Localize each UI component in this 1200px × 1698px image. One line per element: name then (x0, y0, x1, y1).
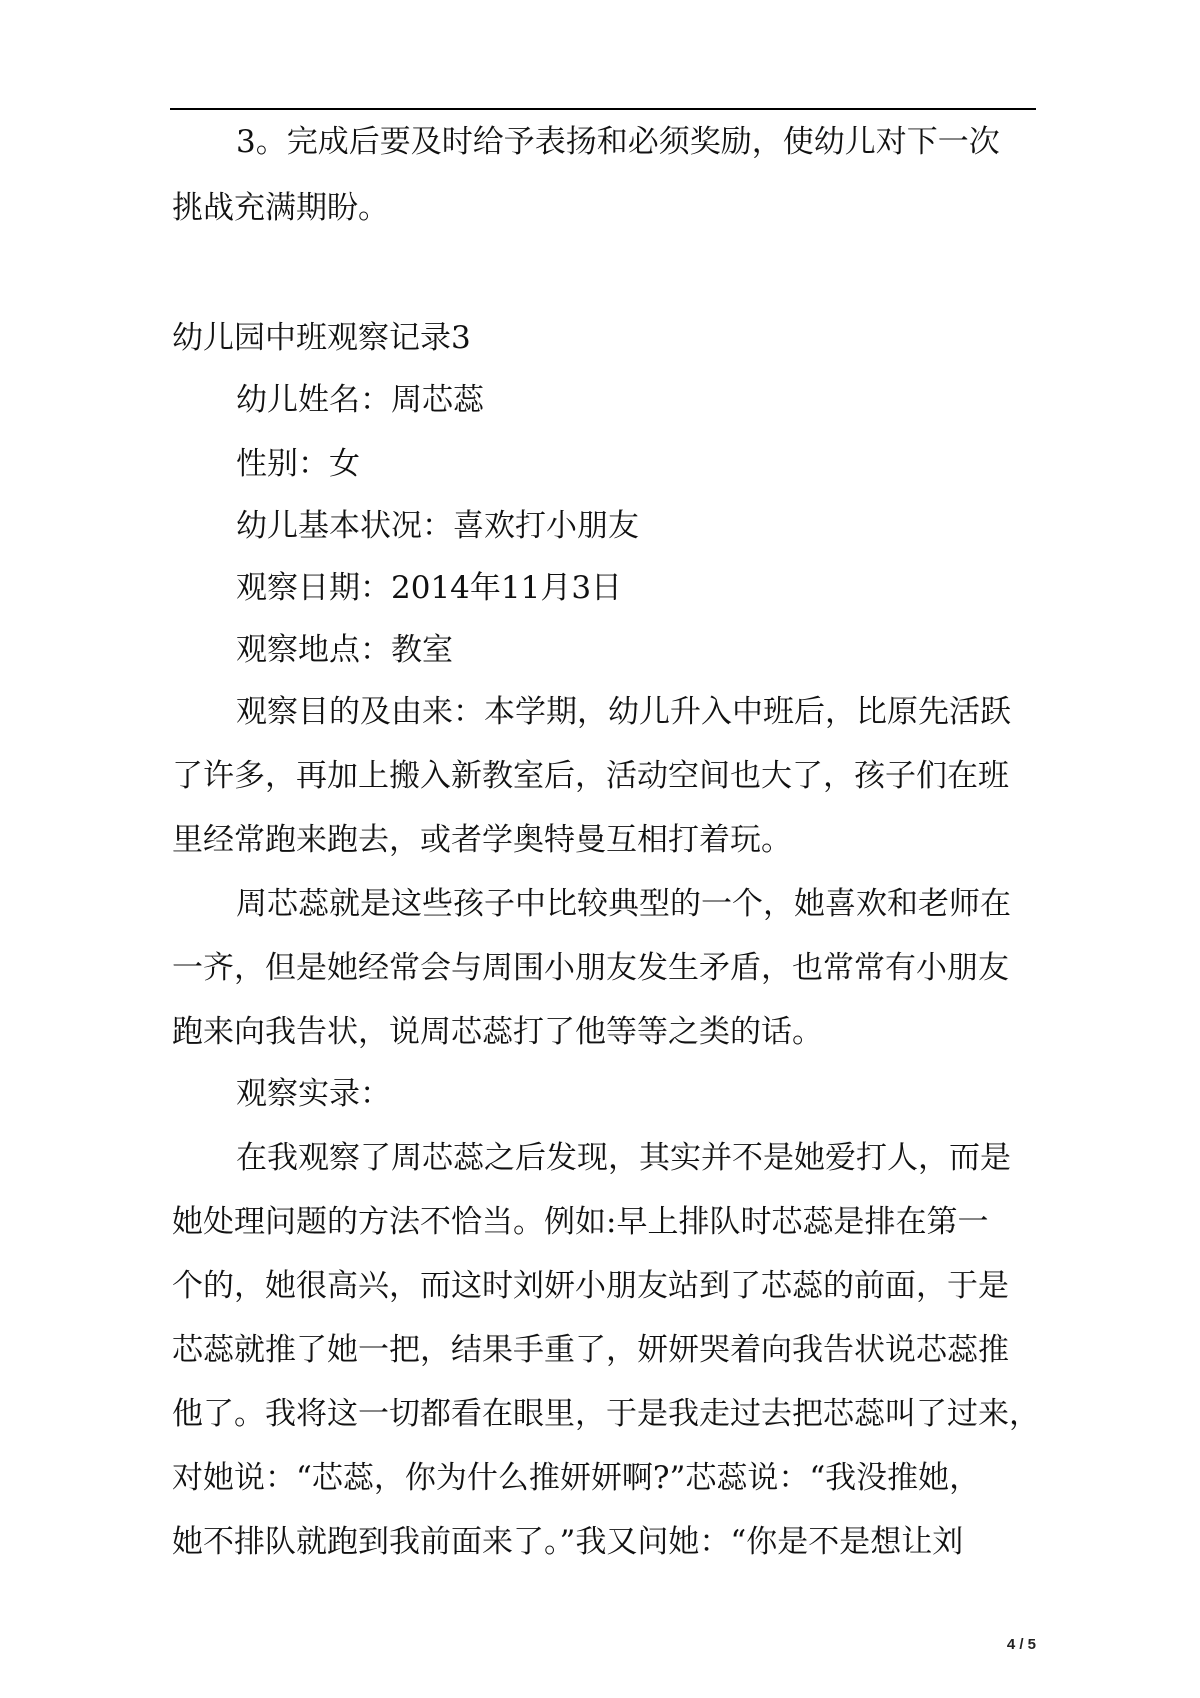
paragraph-line: 她处理问题的方法不恰当。例如:早上排队时芯蕊是排在第一 (172, 1204, 989, 1240)
paragraph-line: 芯蕊就推了她一把，结果手重了，妍妍哭着向我告状说芯蕊推 (172, 1332, 1009, 1368)
field-observation-place: 观察地点：教室 (236, 632, 453, 668)
header-rule (170, 108, 1036, 110)
paragraph-line: 观察目的及由来：本学期，幼儿升入中班后，比原先活跃 (236, 694, 1011, 730)
field-child-name: 幼儿姓名：周芯蕊 (236, 382, 484, 418)
section-label: 观察实录： (236, 1076, 391, 1112)
section-heading: 幼儿园中班观察记录3 (172, 320, 471, 356)
paragraph-line: 对她说：“芯蕊，你为什么推妍妍啊?”芯蕊说：“我没推她， (172, 1460, 981, 1496)
paragraph-line: 个的，她很高兴，而这时刘妍小朋友站到了芯蕊的前面，于是 (172, 1268, 1009, 1304)
field-basic-situation: 幼儿基本状况：喜欢打小朋友 (236, 508, 639, 544)
page-number: 4 / 5 (1006, 1636, 1036, 1653)
paragraph-line: 周芯蕊就是这些孩子中比较典型的一个，她喜欢和老师在 (236, 886, 1011, 922)
paragraph-line: 一齐，但是她经常会与周围小朋友发生矛盾，也常常有小朋友 (172, 950, 1009, 986)
paragraph-line: 他了。我将这一切都看在眼里，于是我走过去把芯蕊叫了过来， (172, 1396, 1040, 1432)
paragraph-line: 跑来向我告状，说周芯蕊打了他等等之类的话。 (172, 1014, 823, 1050)
paragraph-line: 她不排队就跑到我前面来了。”我又问她：“你是不是想让刘 (172, 1524, 964, 1560)
field-gender: 性别：女 (236, 446, 360, 482)
paragraph-line: 里经常跑来跑去，或者学奥特曼互相打着玩。 (172, 822, 792, 858)
field-observation-date: 观察日期：2014年11月3日 (236, 570, 623, 606)
paragraph-line: 在我观察了周芯蕊之后发现，其实并不是她爱打人，而是 (236, 1140, 1011, 1176)
paragraph-line: 挑战充满期盼。 (172, 190, 389, 226)
paragraph-line: 了许多，再加上搬入新教室后，活动空间也大了，孩子们在班 (172, 758, 1009, 794)
paragraph-line: 3。完成后要及时给予表扬和必须奖励，使幼儿对下一次 (236, 124, 1000, 160)
